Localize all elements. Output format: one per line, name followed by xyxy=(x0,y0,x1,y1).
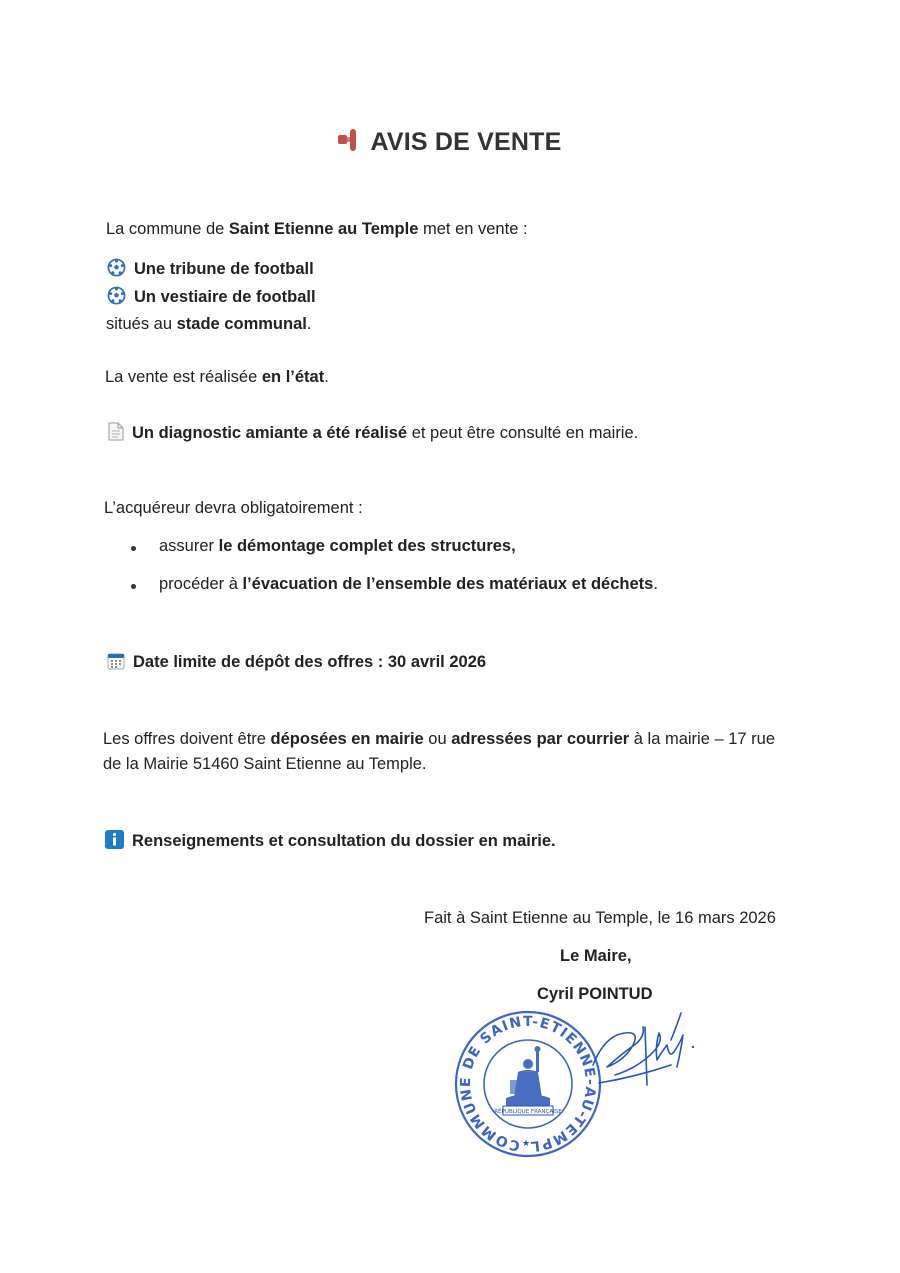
svg-text:RÉPUBLIQUE FRANÇAISE: RÉPUBLIQUE FRANÇAISE xyxy=(494,1109,562,1115)
offers-paragraph: Les offres doivent être déposées en mairie ou adressées par courrier à la mairie – 17 rue de la Mairie 51460 Saint Etienne au Temple. xyxy=(103,730,776,773)
location-line: situés au stade communal. xyxy=(106,315,312,333)
calendar-icon xyxy=(107,652,125,676)
football-icon xyxy=(107,286,126,311)
info-text: Renseignements et consultation du dossier en mairie. xyxy=(132,832,556,850)
obligation-item: assurer le démontage complet des structures, xyxy=(159,537,516,555)
handwritten-signature xyxy=(585,1005,705,1095)
commune-name: Saint Etienne au Temple xyxy=(228,220,419,238)
list-item xyxy=(107,286,316,311)
bullet-icon xyxy=(131,584,136,589)
obligations-intro: L’acquéreur devra obligatoirement : xyxy=(104,499,363,517)
condition-bold: en l’état xyxy=(261,368,325,386)
place-date: Fait à Saint Etienne au Temple, le 16 mars 2026 xyxy=(424,909,776,927)
diagnostic-line: Un diagnostic amiante a été réalisé et peut être consulté en mairie. xyxy=(108,422,638,447)
commune-seal xyxy=(448,1006,608,1161)
diagnostic-bold: Un diagnostic amiante a été réalisé xyxy=(132,424,408,442)
bullet-icon xyxy=(131,546,136,551)
info-icon xyxy=(105,830,124,855)
condition-line: La vente est réalisée en l’état. xyxy=(105,368,329,386)
svg-text:COMMUNE DE SAINT-ETIENNE-AU-TE: COMMUNE DE SAINT-ETIENNE-AU-TEMPL xyxy=(457,1013,599,1155)
football-icon xyxy=(107,258,126,283)
mayor-role: Le Maire, xyxy=(560,947,632,965)
title-text: AVIS DE VENTE xyxy=(370,128,562,156)
mayor-name: Cyril POINTUD xyxy=(537,985,653,1003)
document-icon xyxy=(108,422,124,447)
page-title xyxy=(0,128,900,159)
intro-line: La commune de Saint Etienne au Temple met en vente : xyxy=(106,220,528,238)
item-text: Une tribune de football xyxy=(134,260,314,278)
location-place: stade communal xyxy=(176,315,307,333)
svg-text:★: ★ xyxy=(521,1139,531,1149)
deadline-text: Date limite de dépôt des offres : 30 avril 2026 xyxy=(133,653,487,671)
megaphone-icon xyxy=(338,128,360,159)
item-text: Un vestiaire de football xyxy=(134,288,316,306)
deadline-line xyxy=(107,651,486,676)
info-line xyxy=(105,830,556,855)
obligation-item: procéder à l’évacuation de l’ensemble des matériaux et déchets. xyxy=(159,575,658,593)
list-item xyxy=(107,258,314,283)
